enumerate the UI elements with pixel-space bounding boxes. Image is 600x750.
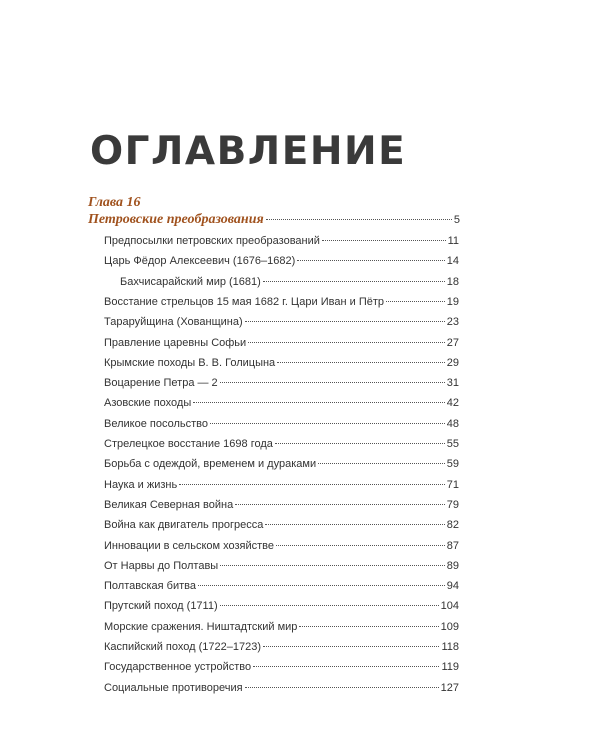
toc-entry-page-number: 89 bbox=[446, 559, 459, 572]
toc-entry[interactable] bbox=[104, 396, 459, 410]
dot-leader bbox=[245, 321, 445, 322]
dot-leader bbox=[263, 646, 439, 647]
dot-leader bbox=[386, 301, 445, 302]
toc-entry-title: Социальные противоречия bbox=[104, 681, 243, 694]
toc-entry[interactable] bbox=[104, 518, 459, 532]
toc-entry-page-number: 118 bbox=[441, 641, 459, 653]
toc-entry-title: Наука и жизнь bbox=[104, 478, 178, 491]
chapter-label: Глава 16 bbox=[88, 195, 141, 210]
toc-entry[interactable] bbox=[104, 660, 459, 674]
toc-entry[interactable] bbox=[104, 295, 459, 309]
toc-entry-title: От Нарвы до Полтавы bbox=[104, 559, 219, 572]
toc-entry-page-number: 59 bbox=[446, 458, 459, 471]
dot-leader bbox=[277, 362, 445, 363]
dot-leader bbox=[276, 545, 445, 546]
toc-entry-title: Каспийский поход (1722–1723) bbox=[104, 641, 261, 653]
dot-leader bbox=[299, 626, 438, 627]
toc-entry-title: Воцарение Петра — 2 bbox=[104, 377, 218, 390]
toc-entry-page-number: 94 bbox=[446, 580, 459, 593]
toc-entry[interactable] bbox=[104, 376, 459, 390]
toc-entry[interactable] bbox=[104, 539, 459, 553]
dot-leader bbox=[210, 423, 445, 424]
toc-entry[interactable] bbox=[104, 620, 459, 634]
toc-entry[interactable] bbox=[104, 498, 459, 512]
toc-entry-title: Предпосылки петровских преобразований bbox=[104, 235, 320, 247]
dot-leader bbox=[322, 240, 446, 241]
dot-leader bbox=[245, 687, 439, 688]
dot-leader bbox=[263, 281, 445, 282]
toc-entry[interactable] bbox=[104, 254, 459, 268]
dot-leader bbox=[235, 504, 445, 505]
toc-entry-page-number: 14 bbox=[446, 255, 459, 268]
dot-leader bbox=[220, 382, 445, 383]
toc-entry-page-number: 29 bbox=[446, 356, 459, 369]
toc-entry[interactable] bbox=[104, 437, 459, 451]
toc-entry-title: Морские сражения. Ништадтский мир bbox=[104, 620, 298, 633]
toc-entry-page-number: 82 bbox=[446, 519, 459, 532]
toc-entry-title: Восстание стрельцов 15 мая 1682 г. Цари Иван и Пётр bbox=[104, 295, 384, 308]
toc-entry-title: Бахчисарайский мир (1681) bbox=[120, 275, 261, 288]
toc-entry-title: Полтавская битва bbox=[104, 580, 196, 593]
toc-entry-title: Крымские походы В. В. Голицына bbox=[104, 356, 276, 369]
toc-entry-page-number: 31 bbox=[446, 377, 459, 390]
dot-leader bbox=[253, 666, 439, 667]
toc-entry-title: Борьба с одеждой, временем и дураками bbox=[104, 458, 317, 471]
toc-entry-page-number: 71 bbox=[446, 478, 459, 491]
toc-entry-title: Стрелецкое восстание 1698 года bbox=[104, 438, 273, 450]
chapter-title: Петровские преобразования bbox=[88, 212, 264, 227]
toc-entry-page-number: 119 bbox=[441, 661, 459, 674]
dot-leader bbox=[248, 342, 445, 343]
toc-entry-page-number: 48 bbox=[446, 417, 459, 430]
toc-entry-title: Царь Фёдор Алексеевич (1676–1682) bbox=[104, 255, 296, 268]
toc-entry-page-number: 42 bbox=[446, 397, 459, 410]
toc-entry-page-number: 19 bbox=[446, 295, 459, 308]
dot-leader bbox=[179, 484, 445, 485]
dot-leader bbox=[220, 605, 439, 606]
dot-leader bbox=[318, 463, 445, 464]
toc-entry[interactable] bbox=[104, 336, 459, 350]
toc-entry-title: Прутский поход (1711) bbox=[104, 600, 218, 613]
page-title: ОГЛАВЛЕНИЕ bbox=[90, 129, 407, 174]
toc-entry-page-number: 87 bbox=[446, 539, 459, 552]
toc-entry-title: Правление царевны Софьи bbox=[104, 336, 247, 349]
toc-entry[interactable] bbox=[104, 599, 459, 613]
toc-entry-page-number: 27 bbox=[446, 336, 459, 349]
toc-entry-page-number: 18 bbox=[446, 275, 459, 288]
chapter-page-number: 5 bbox=[453, 214, 460, 226]
dot-leader bbox=[193, 402, 444, 403]
toc-entry[interactable] bbox=[120, 275, 459, 289]
toc-entry[interactable] bbox=[104, 478, 459, 492]
toc-entry-title: Война как двигатель прогресса bbox=[104, 519, 264, 532]
toc-entry[interactable] bbox=[104, 234, 459, 248]
toc-entry-page-number: 127 bbox=[440, 681, 459, 694]
toc-entry-title: Великая Северная война bbox=[104, 498, 234, 511]
toc-entry[interactable] bbox=[104, 640, 459, 654]
toc-entry-page-number: 79 bbox=[446, 498, 459, 511]
chapter-title-row[interactable] bbox=[88, 212, 460, 228]
toc-entry-page-number: 55 bbox=[446, 438, 459, 450]
dot-leader bbox=[297, 260, 444, 261]
toc-entry-title: Государственное устройство bbox=[104, 661, 252, 674]
toc-entry-title: Азовские походы bbox=[104, 397, 192, 410]
toc-entry[interactable] bbox=[104, 457, 459, 471]
toc-entry-page-number: 23 bbox=[446, 316, 459, 329]
toc-entry[interactable] bbox=[104, 559, 459, 573]
toc-entry-title: Великое посольство bbox=[104, 417, 208, 430]
toc-entry-page-number: 104 bbox=[440, 600, 459, 613]
toc-entry[interactable] bbox=[104, 356, 459, 370]
dot-leader bbox=[275, 443, 445, 444]
dot-leader bbox=[266, 219, 452, 220]
toc-entry-title: Инновации в сельском хозяйстве bbox=[104, 539, 275, 552]
toc-entry-page-number: 109 bbox=[440, 620, 459, 633]
dot-leader bbox=[265, 524, 444, 525]
toc-entry[interactable] bbox=[104, 315, 459, 329]
toc-entry[interactable] bbox=[104, 579, 459, 593]
toc-entry-page-number: 11 bbox=[447, 235, 459, 247]
toc-entry-title: Тараруйщина (Хованщина) bbox=[104, 316, 243, 329]
toc-entry[interactable] bbox=[104, 681, 459, 695]
dot-leader bbox=[198, 585, 445, 586]
dot-leader bbox=[220, 565, 445, 566]
toc-entry[interactable] bbox=[104, 417, 459, 431]
